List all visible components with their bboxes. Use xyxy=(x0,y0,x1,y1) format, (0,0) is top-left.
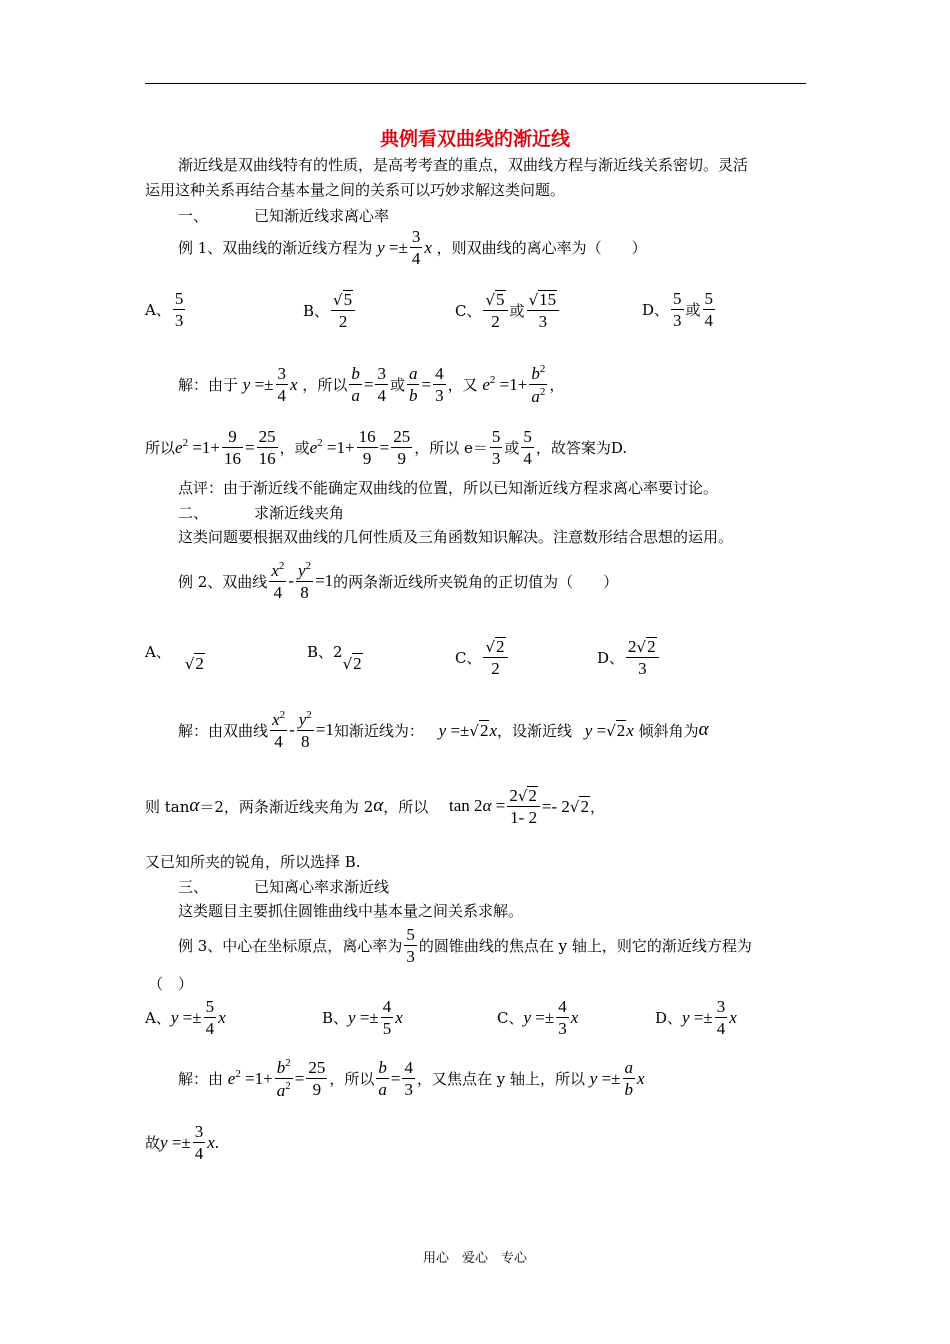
section-3-heading: 三、 已知离心率求渐近线 xyxy=(178,878,390,896)
ex2-option-b: B、2√2 xyxy=(307,643,362,673)
intro-line-1: 渐近线是双曲线特有的性质，是高考考查的重点，双曲线方程与渐近线关系密切。灵活 xyxy=(178,156,749,174)
ex3-option-a: A、y =± $\frac{5}{4}$ x xyxy=(145,997,226,1038)
ex2-conclusion: 又已知所夹的锐角，所以选择 B. xyxy=(145,853,361,871)
ex1-option-c: C、 $\frac{√5}{2}$ 或 $\frac{√15}{3}$ xyxy=(455,290,561,331)
section-2-heading: 二、 求渐近线夹角 xyxy=(178,504,345,522)
ex3-option-c: C、y =± $\frac{4}{3}$ x xyxy=(497,997,579,1038)
ex3-option-b: B、y =± $\frac{4}{5}$ x xyxy=(322,997,403,1038)
ex1-option-a: A、 $\frac{5}{3}$ xyxy=(145,289,184,330)
ex3-question: 例 3、中心在坐标原点，离心率为 $\frac{5}{3}$ 的圆锥曲线的焦点在 y 轴上，则它的渐近线方程为 xyxy=(178,925,752,966)
ex1-solution-line-1: 解：由于 y =± $\frac{3}{4}$ x ，所以 $\frac{b}{a}$ = $\frac{3}{4}$ 或 $\frac{a}{b}$ = $\frac{4}{3}$ ，又 $e^2 =1+$ $\frac{b^2}{a^2}$ ， xyxy=(178,363,565,406)
ex2-question: 例 2、双曲线 $\frac{x^2}{4}$ - $\frac{y^2}{8}$ =1的两条渐近线所夹锐角的正切值为（ ） xyxy=(178,560,619,602)
ex2-option-a: A、√2 xyxy=(145,643,204,673)
ex2-solution-line-1: 解：由双曲线 $\frac{x^2}{4}$ - $\frac{y^2}{8}$ =1知渐近线为： y =±√2x，设渐近线 y =√2x 倾斜角为α xyxy=(178,709,709,751)
ex2-option-c: C、 $\frac{√2}{2}$ xyxy=(455,637,510,678)
page-title: 典例看双曲线的渐近线 xyxy=(379,128,570,150)
ex3-paren: （ ） xyxy=(148,975,194,993)
page-footer: 用心 爱心 专心 xyxy=(422,1251,527,1266)
header-rule xyxy=(145,83,806,84)
ex3-option-d: D、y =± $\frac{3}{4}$ x xyxy=(655,997,737,1038)
ex1-option-d: D、 $\frac{5}{3}$ 或 $\frac{5}{4}$ xyxy=(642,289,714,330)
ex2-solution-line-2: 则 tanα＝2，两条渐近线夹角为 2α，所以 tan 2α = $\frac{2√2}{1- 2}$ =- 2√2， xyxy=(145,786,605,827)
ex3-solution-line-1: 解：由 $e^2 =1+$ $\frac{b^2}{a^2}$ = $\frac{25}{9}$ ，所以 $\frac{b}{a}$ = $\frac{4}{3}$ ，又焦点在 y 轴上，所以 y =± $\frac{a}{b}$ x xyxy=(178,1057,645,1100)
ex1-comment: 点评：由于渐近线不能确定双曲线的位置，所以已知渐近线方程求离心率要讨论。 xyxy=(178,479,719,497)
intro-line-2: 运用这种关系再结合基本量之间的关系可以巧妙求解这类问题。 xyxy=(145,181,566,199)
section-1-heading: 一、 已知渐近线求离心率 xyxy=(178,207,390,225)
section-2-text: 这类问题要根据双曲线的几何性质及三角函数知识解决。注意数形结合思想的运用。 xyxy=(178,528,734,546)
section-3-text: 这类题目主要抓住圆锥曲线中基本量之间关系求解。 xyxy=(178,902,524,920)
ex3-final-answer: 故y =± $\frac{3}{4}$ x. xyxy=(145,1122,220,1163)
ex2-option-d: D、 $\frac{2√2}{3}$ xyxy=(597,637,661,678)
ex1-question: 例 1、双曲线的渐近线方程为 y =± $\frac{3}{4}$ x ，则双曲线的离心率为（ ） xyxy=(178,227,647,268)
ex1-option-b: B、 $\frac{√5}{2}$ xyxy=(303,290,357,331)
ex1-solution-line-2: 所以$e^2 =1+$ $\frac{9}{16}$ = $\frac{25}{16}$ ，或$e^2 =1+$ $\frac{16}{9}$ = $\frac{25}{9}$ ，所以 e＝ $\frac{5}{3}$ 或 $\frac{5}{4}$ ，故答案为D. xyxy=(145,427,628,468)
